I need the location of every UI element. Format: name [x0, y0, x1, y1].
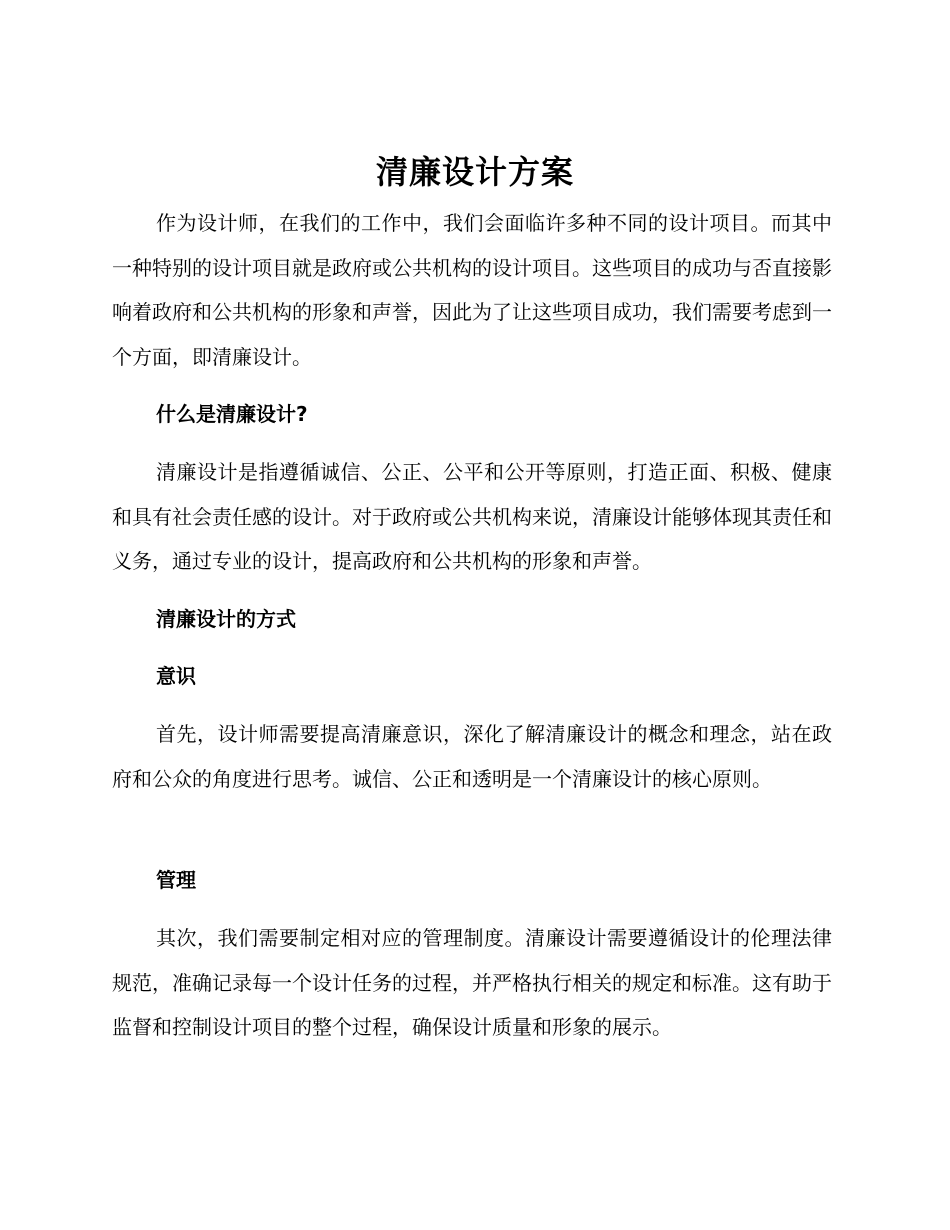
intro-paragraph: 作为设计师，在我们的工作中，我们会面临许多种不同的设计项目。而其中一种特别的设计项目就是政府或公共机构的设计项目。这些项目的成功与否直接影响着政府和公共机构的形象和声誉，因此为了让这些项目成功，我们需要考虑到一个方面，即清廉设计。 — [112, 211, 832, 369]
heading-management: 管理 — [156, 868, 196, 892]
management-paragraph: 其次，我们需要制定相对应的管理制度。清廉设计需要遵循设计的伦理法律规范，准确记录每一个设计任务的过程，并严格执行相关的规定和标准。这有助于监督和控制设计项目的整个过程，确保设计质量和形象的展示。 — [112, 926, 832, 1039]
heading-what-is: 什么是清廉设计? — [156, 402, 308, 426]
heading-awareness: 意识 — [156, 664, 196, 688]
what-is-paragraph: 清廉设计是指遵循诚信、公正、公平和公开等原则，打造正面、积极、健康和具有社会责任感的设计。对于政府或公共机构来说，清廉设计能够体现其责任和义务，通过专业的设计，提高政府和公共机构的形象和声誉。 — [112, 460, 832, 573]
document-title: 清廉设计方案 — [375, 153, 574, 191]
heading-methods: 清廉设计的方式 — [156, 607, 296, 631]
awareness-paragraph: 首先，设计师需要提高清廉意识，深化了解清廉设计的概念和理念，站在政府和公众的角度进行思考。诚信、公正和透明是一个清廉设计的核心原则。 — [112, 722, 832, 791]
